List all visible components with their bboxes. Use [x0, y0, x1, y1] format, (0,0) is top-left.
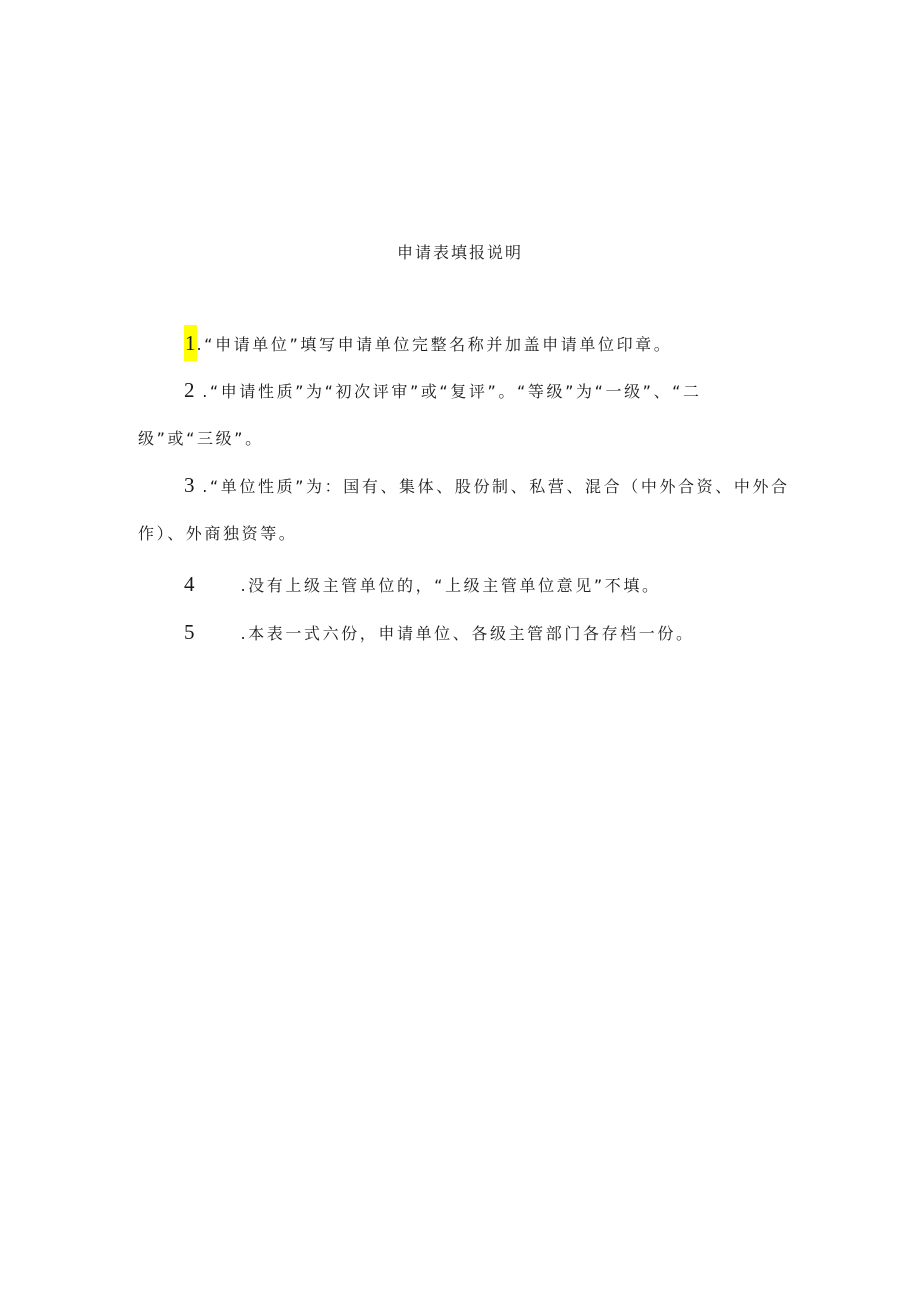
item-text: .本表一式六份，申请单位、各级主管部门各存档一份。: [240, 624, 695, 643]
item-text-line2: 作）、外商独资等。: [138, 524, 298, 543]
item-number-highlighted: 1: [184, 325, 197, 361]
instruction-item-4: [138, 561, 818, 609]
item-number: 2: [184, 378, 195, 402]
instruction-item-1: [138, 320, 818, 368]
item-text-line1: .“单位性质”为：国有、集体、股份制、私营、混合（中外合资、中外合: [202, 477, 790, 496]
page-title: 申请表填报说明: [396, 243, 523, 262]
item-text: .没有上级主管单位的，“上级主管单位意见”不填。: [240, 576, 661, 595]
item-text: .“申请单位”填写申请单位完整名称并加盖申请单位印章。: [196, 335, 673, 354]
instruction-item-3: [138, 462, 818, 557]
instruction-item-5: [138, 609, 818, 657]
item-number: 3: [184, 473, 195, 497]
item-text-line1: .“申请性质”为“初次评审”或“复评”。“等级”为“一级”、“二: [202, 382, 702, 401]
instruction-item-2: [138, 367, 818, 462]
item-number: 4: [184, 572, 195, 596]
item-text-line2: 级”或“三级”。: [138, 429, 264, 448]
item-number: 5: [184, 620, 195, 644]
